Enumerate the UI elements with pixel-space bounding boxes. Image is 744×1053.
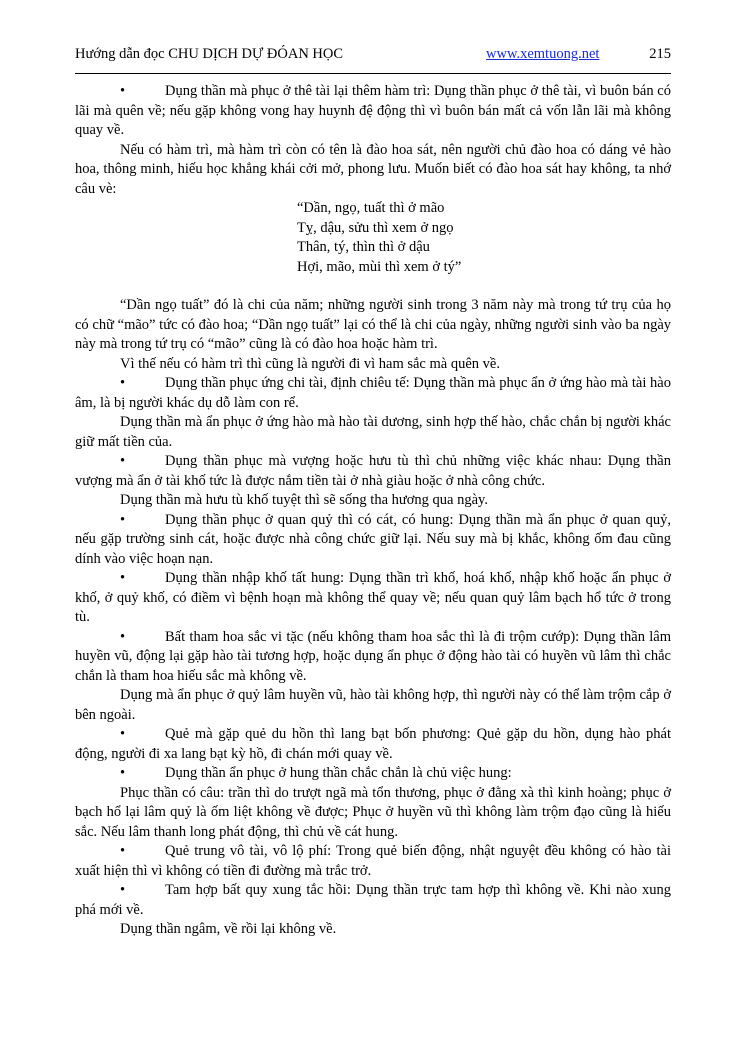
verse-line: “Dần, ngọ, tuất thì ở mão bbox=[297, 200, 445, 216]
bullet-icon: • bbox=[120, 843, 126, 859]
paragraph-text: Quẻ trung vô tài, vô lộ phí: Trong quẻ biến động, nhật nguyệt đều không có hào tài xuất hiện thì vì không có tiền đi đường mà trắc trở. bbox=[75, 843, 671, 879]
paragraph-text: Bất tham hoa sắc vi tặc (nếu không tham hoa sắc thì là đi trộm cướp): Dụng thần lâm huyền vũ, động lại gặp hào tài tương hợp, hoặc dụng ẩn phục ở động hào tài có huyền vũ lâm thì chắc chắn là tham hoa hiếu sắc mà không về. bbox=[75, 628, 671, 684]
verse-line: Hợi, mão, mùi thì xem ở tý” bbox=[297, 258, 462, 275]
paragraph-text: Dụng thần phục mà vượng hoặc hưu tù thì chủ những việc khác nhau: Dụng thần vượng mà ẩn ở tài khố tức là được nắm tiền tài ở nhà giàu hoặc ở nhà công chức. bbox=[75, 453, 671, 489]
header-website-link[interactable]: www.xemtuong.net bbox=[486, 46, 600, 62]
verse-line: Tỵ, dậu, sửu thì xem ở ngọ bbox=[297, 219, 454, 236]
verse-line: Thân, tý, thìn thì ở dậu bbox=[297, 239, 430, 255]
bullet-paragraph bbox=[75, 82, 671, 141]
document-body bbox=[75, 82, 671, 940]
bullet-paragraph bbox=[75, 725, 671, 764]
bullet-paragraph bbox=[75, 452, 671, 491]
page-header bbox=[75, 46, 671, 68]
paragraph bbox=[75, 141, 671, 200]
bullet-icon: • bbox=[120, 570, 126, 586]
bullet-paragraph bbox=[75, 374, 671, 413]
paragraph bbox=[75, 920, 671, 940]
bullet-paragraph bbox=[75, 764, 671, 784]
bullet-paragraph bbox=[75, 511, 671, 570]
paragraph-text: Dụng mà ẩn phục ở quỷ lâm huyền vũ, hào tài không hợp, thì người này có thể làm trộm cắp ở bên ngoài. bbox=[75, 687, 671, 723]
bullet-icon: • bbox=[120, 882, 126, 898]
paragraph bbox=[75, 491, 671, 511]
paragraph-text: Tam hợp bất quy xung tắc hồi: Dụng thần trực tam hợp thì không về. Khi nào xung phá mới về. bbox=[75, 882, 671, 918]
bullet-paragraph bbox=[75, 842, 671, 881]
paragraph-text: Quẻ mà gặp quẻ du hồn thì lang bạt bốn phương: Quẻ gặp du hồn, dụng hào phát động, người đi xa lang bạt kỳ hồ, đi chán mới quay về. bbox=[75, 726, 671, 762]
header-rule bbox=[75, 73, 671, 74]
paragraph-text: “Dần ngọ tuất” đó là chi của năm; những người sinh trong 3 năm này mà trong tứ trụ của họ có chữ “mão” tức có đào hoa; “Dần ngọ tuất” lại có thể là chi của ngày, những người sinh vào ba ngày này mà trong tứ trụ có “mão” cũng là có đào hoa hoặc hàm trì. bbox=[75, 297, 671, 352]
paragraph-text: Dụng thần phục ở quan quỷ thì có cát, có hung: Dụng thần mà ẩn phục ở quan quỷ, nếu gặp trường sinh cát, hoặc được nhà công chức giữ lại. Nếu suy mà bị khắc, không ốm đau cũng dính vào việc hoạn nạn. bbox=[75, 511, 671, 567]
bullet-paragraph bbox=[75, 628, 671, 687]
header-title: Hướng dẫn đọc CHU DỊCH DỰ ĐÓAN HỌC bbox=[75, 46, 344, 62]
paragraph bbox=[75, 413, 671, 452]
bullet-icon: • bbox=[120, 83, 126, 99]
paragraph bbox=[75, 296, 671, 355]
paragraph-text: Dụng thần phục ứng chi tài, định chiêu tế: Dụng thần mà phục ẩn ở ứng hào mà tài hào âm, là bị người khác dụ dỗ làm con rể. bbox=[75, 375, 671, 411]
paragraph bbox=[75, 686, 671, 725]
bullet-icon: • bbox=[120, 765, 126, 781]
paragraph-text: Dụng thần ẩn phục ở hung thần chắc chắn là chủ việc hung: bbox=[165, 765, 512, 781]
bullet-paragraph bbox=[75, 881, 671, 920]
bullet-icon: • bbox=[120, 628, 126, 645]
paragraph bbox=[75, 784, 671, 843]
paragraph-text: Dụng thần mà ẩn phục ở ứng hào mà hào tài dương, sinh hợp thế hào, chắc chắn bị người khác giữ mất tiền của. bbox=[75, 414, 671, 450]
verse-block bbox=[75, 199, 671, 277]
paragraph-text: Dụng thần mà phục ở thê tài lại thêm hàm trì: Dụng thần phục ở thê tài, vì buôn bán có lãi mà quên về; nếu gặp không vong hay huynh đệ động thì vì buôn bán mất cả vốn lẫn lãi mà không quay về. bbox=[75, 83, 671, 138]
paragraph-text: Nếu có hàm trì, mà hàm trì còn có tên là đào hoa sát, nên người chủ đào hoa có dáng vẻ hào hoa, thông minh, hiếu học khẳng khái cởi mở, phong lưu. Muốn biết có đào hoa sát hay không, ta nhớ câu vè: bbox=[75, 141, 671, 197]
paragraph-text: Dụng thần mà hưu tù khố tuyệt thì sẽ sống tha hương qua ngày. bbox=[120, 492, 488, 508]
bullet-icon: • bbox=[120, 375, 126, 391]
bullet-icon: • bbox=[120, 511, 126, 528]
paragraph-text: Dụng thần ngâm, về rồi lại không về. bbox=[120, 921, 337, 937]
page-number: 215 bbox=[649, 46, 671, 62]
bullet-icon: • bbox=[120, 453, 126, 469]
bullet-icon: • bbox=[120, 726, 126, 742]
paragraph bbox=[75, 355, 671, 375]
spacer bbox=[75, 277, 671, 296]
paragraph-text: Phục thần có câu: trần thì do trượt ngã mà tổn thương, phục ở đằng xà thì kinh hoàng; phục ở bạch hổ lại lâm quỷ là ốm liệt không về được; Phục ở huyền vũ thì không làm trộm đạo cũng là hiếu sắc. Nếu lâm thanh long phát động, thì chủ về cát hung. bbox=[75, 784, 671, 840]
paragraph-text: Vì thế nếu có hàm trì thì cũng là người đi vì ham sắc mà quên về. bbox=[120, 355, 500, 372]
paragraph-text: Dụng thần nhập khố tất hung: Dụng thần trì khố, hoá khố, nhập khố hoặc ẩn phục ở khố, ở quỷ khố, có điềm vì bệnh hoạn mà không thể quay về; nếu quan quỷ lâm bạch hổ tức ở trong tù. bbox=[75, 570, 671, 625]
bullet-paragraph bbox=[75, 569, 671, 628]
